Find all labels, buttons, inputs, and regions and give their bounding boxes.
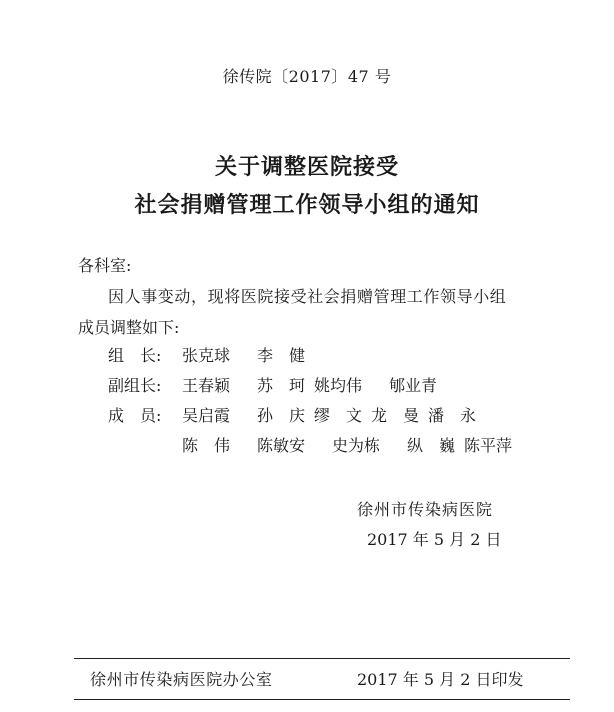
member-names-row-2: [182, 436, 521, 456]
member-name: 陈敏安: [257, 436, 306, 455]
member-name: 孙庆: [257, 406, 322, 425]
signature-organization: 徐州市传染病医院: [357, 500, 494, 519]
member-name: 纵巍: [407, 436, 472, 455]
member-names-row-1: [182, 406, 493, 426]
member-name: 王春颖: [182, 376, 231, 395]
document-number: 徐传院〔2017〕47 号: [222, 67, 392, 86]
member-name: 苏珂: [257, 376, 322, 395]
role-label-members: 成 员:: [108, 406, 162, 425]
member-name: 缪文: [314, 406, 379, 425]
deputy-names: [182, 376, 446, 396]
member-name: 姚均伟: [314, 376, 363, 395]
body-paragraph-line-2: 成员调整如下:: [78, 318, 180, 337]
member-name: 吴启霞: [182, 406, 231, 425]
title-line-1: 关于调整医院接受: [214, 154, 399, 180]
member-name: 潘永: [428, 406, 493, 425]
footer-issuing-office: 徐州市传染病医院办公室: [90, 670, 273, 689]
leader-names: [182, 346, 322, 366]
footer-issue-date: 2017 年 5 月 2 日印发: [357, 670, 524, 689]
body-paragraph-line-1: 因人事变动，现将医院接受社会捐赠管理工作领导小组: [108, 287, 507, 306]
role-label-leader: 组 长:: [108, 346, 162, 365]
signature-date: 2017 年 5 月 2 日: [367, 530, 502, 549]
member-name: 张克球: [182, 346, 231, 365]
role-label-deputy: 副组长:: [108, 376, 162, 395]
member-name: 陈平萍: [464, 436, 513, 455]
member-name: 郇业青: [389, 376, 438, 395]
member-name: 龙曼: [371, 406, 436, 425]
member-name: 李健: [257, 346, 322, 365]
title-line-2: 社会捐赠管理工作领导小组的通知: [134, 192, 480, 218]
footer-top-rule: [74, 658, 570, 659]
salutation: 各科室:: [78, 256, 132, 275]
member-name: 史为栋: [332, 436, 381, 455]
member-name: 陈伟: [182, 436, 247, 455]
footer-bottom-rule: [74, 699, 570, 700]
